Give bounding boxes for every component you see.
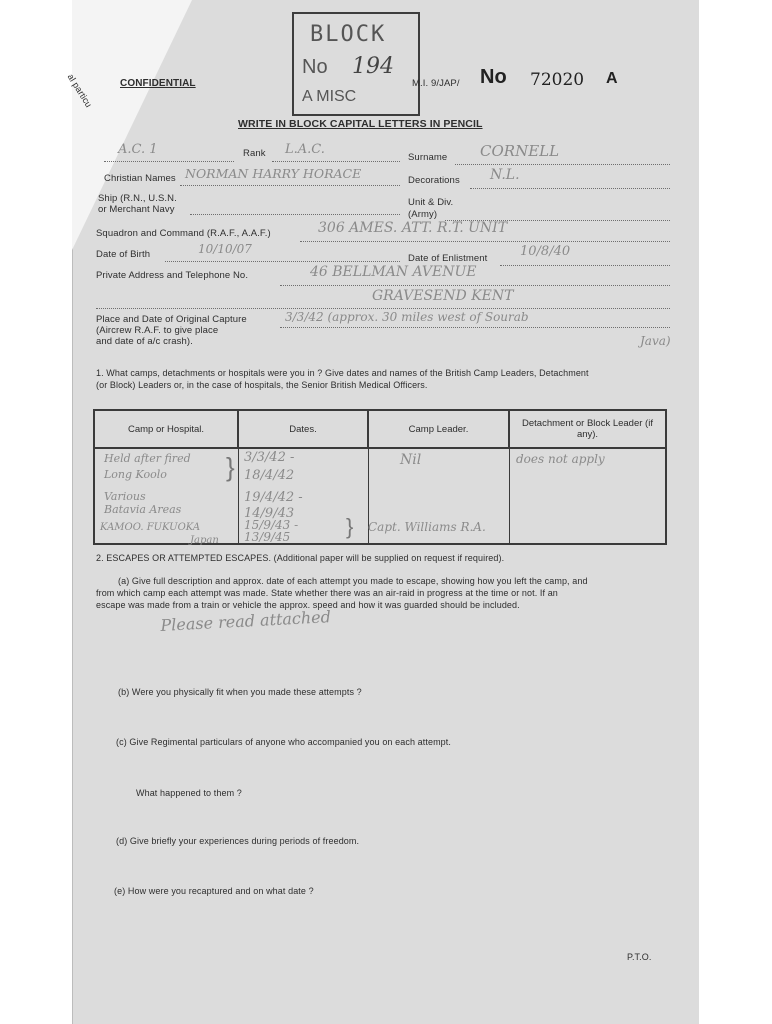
stamp-no-label: No	[302, 56, 328, 78]
stamp-no-value: 194	[352, 54, 394, 79]
form-title: WRITE IN BLOCK CAPITAL LETTERS IN PENCIL	[238, 118, 483, 130]
enlist-value: 10/8/40	[520, 244, 571, 259]
brace-mark-2: }	[346, 514, 354, 539]
q2-b: (b) Were you physically fit when you made these attempts ?	[118, 687, 362, 697]
detachment-header: Detachment or Block Leader (if any).	[509, 410, 666, 448]
capture-label-1: Place and Date of Original Capture	[96, 314, 247, 325]
squadron-label: Squadron and Command (R.A.F., A.A.F.)	[96, 228, 271, 239]
leader-entry-2: Capt. Williams R.A.	[368, 520, 486, 534]
address-line1: 46 BELLMAN AVENUE	[310, 264, 477, 280]
form-suffix: A	[606, 70, 618, 87]
decorations-value: N.L.	[490, 167, 520, 183]
leader-header: Camp Leader.	[368, 410, 509, 448]
christian-label: Christian Names	[104, 173, 176, 184]
q1-text-1: 1. What camps, detachments or hospitals were you in ? Give dates and names of the British Camp Leaders, Detachment	[96, 368, 589, 378]
rank-label: Rank	[243, 148, 266, 159]
ship-label-1: Ship (R.N., U.S.N.	[98, 193, 177, 204]
stamp-word: BLOCK	[310, 22, 387, 47]
ref-prefix: M.I. 9/JAP/	[412, 78, 460, 89]
squadron-value: 306 AMES. ATT. R.T. UNIT	[318, 220, 508, 236]
form-number: 72020	[530, 70, 585, 90]
number-label: No	[480, 66, 507, 88]
capture-value-2: Java)	[640, 334, 671, 348]
camp-entry-4: Batavia Areas	[104, 503, 182, 516]
q2-a-2: from which camp each attempt was made. State whether there was an air-raid in progress at the time or not. If an	[96, 588, 558, 598]
address-line2: GRAVESEND KENT	[372, 288, 514, 304]
pto-label: P.T.O.	[627, 952, 652, 962]
q2-a-3: escape was made from a train or vehicle the approx. speed and how it was guarded should be included.	[96, 600, 520, 610]
date-entry-2: 18/4/42	[244, 468, 295, 483]
dates-header: Dates.	[238, 410, 368, 448]
rank-value: L.A.C.	[285, 142, 325, 157]
confidential-label: CONFIDENTIAL	[120, 78, 196, 89]
date-entry-3: 19/4/42 -	[244, 490, 303, 505]
brace-mark: }	[226, 452, 235, 482]
q2-c: (c) Give Regimental particulars of anyone who accompanied you on each attempt.	[116, 737, 451, 747]
q2-e: (e) How were you recaptured and on what date ?	[114, 886, 314, 896]
q2-heading: 2. ESCAPES OR ATTEMPTED ESCAPES. (Additional paper will be supplied on request if required).	[96, 553, 505, 563]
q2-a-answer: Please read attached	[160, 607, 332, 635]
q2-d: (d) Give briefly your experiences during periods of freedom.	[116, 836, 360, 846]
ship-label-2: or Merchant Navy	[98, 204, 175, 215]
camps-table-header	[94, 410, 666, 448]
detachment-entry-1: does not apply	[516, 452, 605, 466]
address-label: Private Address and Telephone No.	[96, 270, 249, 281]
unit-label-1: Unit & Div.	[408, 197, 454, 208]
no-value: A.C. 1	[118, 142, 158, 157]
block-stamp	[292, 12, 420, 116]
camp-entry-2: Long Koolo	[104, 468, 167, 481]
date-entry-1: 3/3/42 -	[244, 450, 295, 465]
leader-entry-1: Nil	[400, 452, 422, 468]
camp-entry-5: KAMOO. FUKUOKA	[100, 522, 201, 533]
camp-header: Camp or Hospital.	[94, 410, 238, 448]
q1-text-2: (or Block) Leaders or, in the case of hospitals, the Senior British Medical Officers.	[96, 380, 428, 390]
camp-entry-1: Held after fired	[104, 452, 191, 465]
particulars-fragment: al particu	[65, 72, 94, 110]
unit-label-2: (Army)	[408, 209, 438, 220]
capture-value-1: 3/3/42 (approx. 30 miles west of Sourab	[285, 310, 529, 324]
camp-entry-3: Various	[104, 490, 146, 503]
christian-value: NORMAN HARRY HORACE	[185, 166, 362, 181]
enlist-label: Date of Enlistment	[408, 253, 488, 264]
date-entry-6: 13/9/45	[244, 530, 291, 544]
stamp-line2: A MISC	[302, 88, 357, 105]
date-entry-4: 14/9/43	[244, 506, 295, 521]
q2-what-happened: What happened to them ?	[136, 788, 242, 798]
capture-label-3: and date of a/c crash).	[96, 336, 193, 347]
capture-label-2: (Aircrew R.A.F. to give place	[96, 325, 219, 336]
q2-a-1: (a) Give full description and approx. date of each attempt you made to escape, showing how you left the camp, and	[118, 576, 588, 586]
dob-label: Date of Birth	[96, 249, 151, 260]
date-entry-5: 15/9/43 -	[244, 518, 299, 532]
surname-value: CORNELL	[480, 142, 560, 160]
camp-entry-6: Japan	[190, 535, 219, 546]
dob-value: 10/10/07	[198, 242, 252, 256]
surname-label: Surname	[408, 152, 448, 163]
decorations-label: Decorations	[408, 175, 460, 186]
